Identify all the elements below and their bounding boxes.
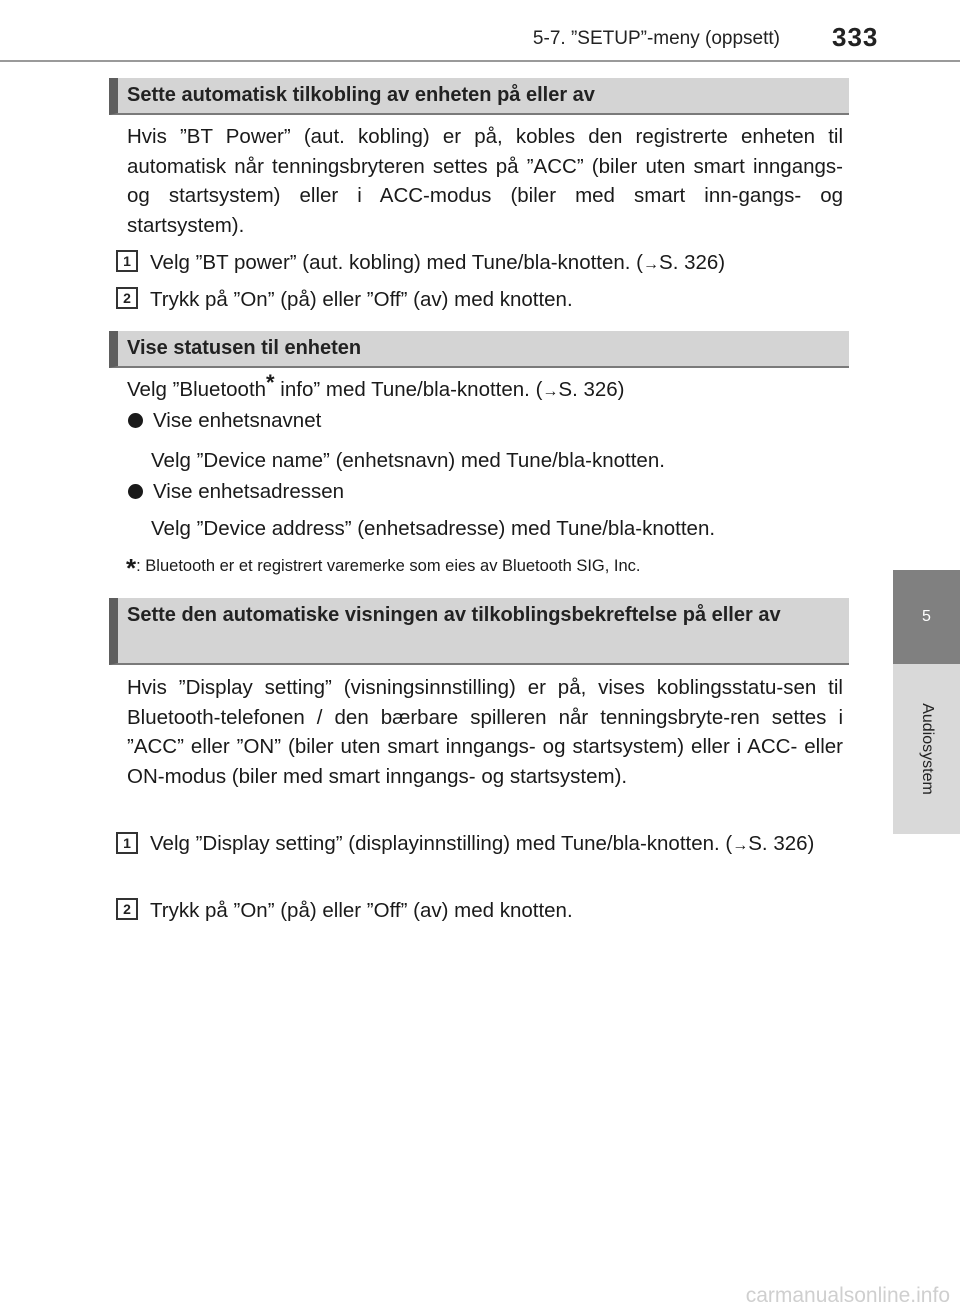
right-arrow-icon: → — [643, 256, 660, 273]
auto-connect-body: Hvis ”BT Power” (aut. kobling) er på, kobles den registrerte enheten til automatisk når tenningsbryteren settes på ”ACC” (biler uten smart inngangs- og startsystem) eller i ACC-modus (biler med smart inn-gangs- og startsystem). — [127, 125, 843, 237]
step-number-badge: 2 — [116, 898, 138, 920]
chapter-label: Audiosystem — [918, 703, 936, 795]
step-number-badge: 1 — [116, 832, 138, 854]
auto-connect-step-2: Trykk på ”On” (på) eller ”Off” (av) med knotten. — [150, 288, 573, 311]
device-name-instruction: Velg ”Device name” (enhetsnavn) med Tune/bla-knotten. — [151, 449, 665, 472]
display-confirm-body: Hvis ”Display setting” (visningsinnstilling) er på, vises koblingsstatu-sen til Bluetooth-telefonen / den bærbare spilleren når tenningsbryte-ren settes i ”ACC” eller ”ON” (biler uten smart inngangs- og startsystem) eller i ACC- eller ON-modus (biler med smart inngangs- og startsystem). — [127, 676, 843, 788]
page-reference-link[interactable]: S. 326) — [748, 832, 815, 855]
chapter-section-title: 5-7. ”SETUP”-meny (oppsett) — [532, 28, 780, 49]
step-number-badge: 2 — [116, 287, 138, 309]
footnote-marker: * — [126, 553, 137, 583]
footnote: *: Bluetooth er et registrert varemerke som eies av Bluetooth SIG, Inc. — [126, 553, 641, 583]
bullet-device-address: Vise enhetsadressen — [128, 477, 344, 506]
step-number-badge: 1 — [116, 250, 138, 272]
device-status-intro: Velg ”Bluetooth* info” med Tune/bla-knotten. (→S. 326) — [127, 370, 625, 401]
device-address-instruction: Velg ”Device address” (enhetsadresse) med Tune/bla-knotten. — [151, 517, 716, 540]
header-divider — [0, 60, 960, 62]
watermark: carmanualsonline.info — [745, 1284, 950, 1307]
footnote-marker: * — [266, 370, 275, 395]
bullet-device-name: Vise enhetsnavnet — [128, 406, 321, 435]
page-reference-link[interactable]: S. 326) — [659, 251, 726, 274]
section-heading-device-status: Vise statusen til enheten — [109, 331, 849, 368]
right-arrow-icon: → — [542, 383, 559, 400]
display-confirm-step-2: Trykk på ”On” (på) eller ”Off” (av) med knotten. — [150, 899, 573, 922]
chapter-label-box — [893, 664, 960, 834]
page-reference-link[interactable]: S. 326) — [558, 378, 625, 401]
filled-circle-icon — [128, 484, 143, 499]
filled-circle-icon — [128, 413, 143, 428]
auto-connect-step-1: Velg ”BT power” (aut. kobling) med Tune/bla-knotten. (→S. 326) — [150, 251, 726, 274]
section-heading-display-confirm: Sette den automatiske visningen av tilkoblingsbekreftelse på eller av — [109, 598, 849, 665]
section-heading-auto-connect: Sette automatisk tilkobling av enheten på eller av — [109, 78, 849, 115]
display-confirm-step-1: Velg ”Display setting” (displayinnstilling) med Tune/bla-knotten. (→S. 326) — [150, 832, 815, 855]
right-arrow-icon: → — [732, 837, 749, 854]
page-number: 333 — [832, 22, 879, 52]
chapter-side-tab — [893, 62, 960, 1312]
chapter-number: 5 — [893, 570, 960, 664]
